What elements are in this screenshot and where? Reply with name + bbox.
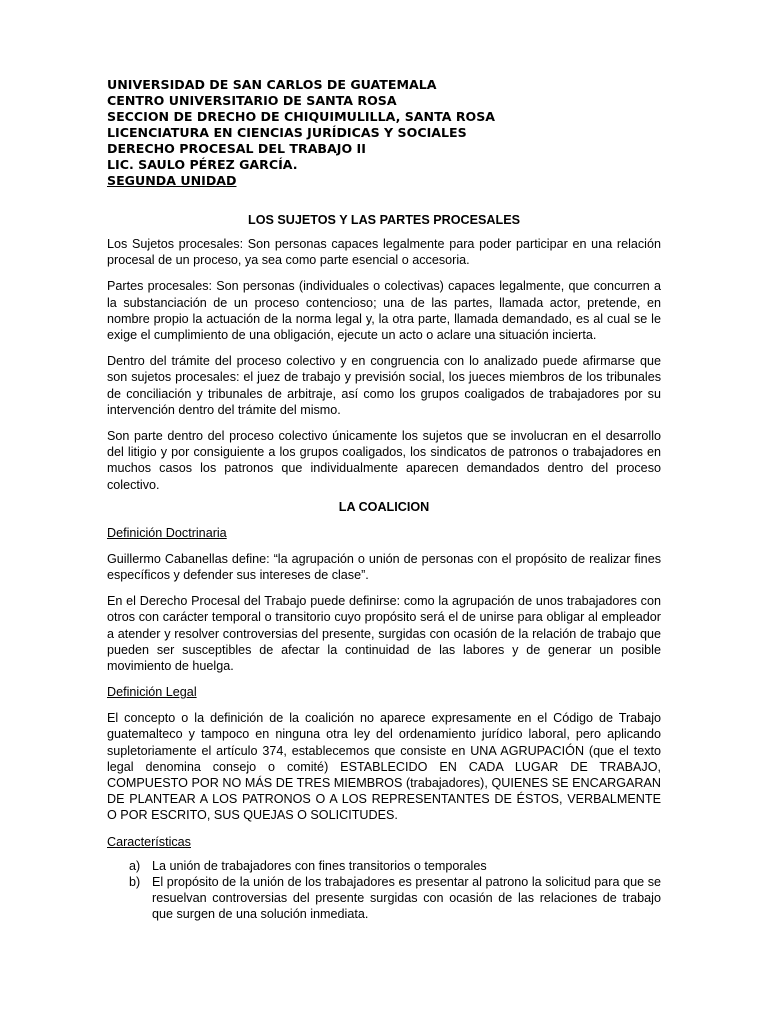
header-line-course: DERECHO PROCESAL DEL TRABAJO II bbox=[107, 141, 366, 156]
list-item bbox=[107, 858, 661, 874]
paragraph-derecho-procesal: En el Derecho Procesal del Trabajo puede definirse: como la agrupación de unos trabajadores con otros con carácter temporal o transitorio cuyo propósito será el de unirse para obligar al empleador a atender y resolver controversias del presente, surgidas con ocasión de la relación de trabajo que pueden ser susceptibles de afectar la continuidad de las labores y de generar un posible movimiento de huelga. bbox=[107, 594, 661, 674]
paragraph-tramite: Dentro del trámite del proceso colectivo y en congruencia con lo analizado puede afirmarse que son sujetos procesales: el juez de trabajo y previsión social, los jueces miembros de los tribunales de conciliación y tribunales de arbitraje, así como los grupos coaligados de trabajadores por su intervención dentro del trámite del mismo. bbox=[107, 354, 661, 417]
list-item-text: La unión de trabajadores con fines transitorios o temporales bbox=[152, 858, 487, 873]
header-unit: SEGUNDA UNIDAD bbox=[107, 173, 237, 188]
paragraph-definicion-legal: El concepto o la definición de la coalición no aparece expresamente en el Código de Trabajo guatemalteco y tampoco en ninguna otra ley del ordenamiento jurídico laboral, pero aplicando supletoriamente el artículo 374, establecemos que consiste en UNA AGRUPACIÓN (que el texto legal denomina consejo o comité) ESTABLECIDO EN CADA LUGAR DE TRABAJO, COMPUESTO POR NO MÁS DE TRES MIEMBROS (trabajadores), QUIENES SE ENCARGARAN DE PLANTEAR A LOS PATRONOS O A LOS REPRESENTANTES DE ÉSTOS, VERBALMENTE O POR ESCRITO, SUS QUEJAS O SOLICITUDES. bbox=[107, 711, 661, 823]
list-marker: a) bbox=[129, 858, 141, 873]
header-line-section: SECCION DE DRECHO DE CHIQUIMULILLA, SANTA ROSA bbox=[107, 109, 496, 124]
subheading-doctrinaria: Definición Doctrinaria bbox=[107, 525, 227, 540]
list-marker: b) bbox=[129, 874, 141, 889]
paragraph-sujetos: Los Sujetos procesales: Son personas capaces legalmente para poder participar en una relación procesal de un proceso, ya sea como parte esencial o accesoria. bbox=[107, 237, 661, 268]
subheading-caracteristicas: Características bbox=[107, 834, 191, 849]
header-line-center: CENTRO UNIVERSITARIO DE SANTA ROSA bbox=[107, 93, 397, 108]
section-title-coalicion: LA COALICION bbox=[338, 499, 430, 514]
header-line-university: UNIVERSIDAD DE SAN CARLOS DE GUATEMALA bbox=[107, 77, 437, 92]
document-header bbox=[107, 77, 661, 189]
header-line-professor: LIC. SAULO PÉREZ GARCÍA. bbox=[107, 157, 298, 172]
list-item-text: El propósito de la unión de los trabajadores es presentar al patrono la solicitud para que se resuelvan controversias del presente surgidas con ocasión de las relaciones de trabajo que surgen de una solución inmediata. bbox=[152, 874, 661, 922]
subheading-legal: Definición Legal bbox=[107, 685, 197, 700]
paragraph-partes: Partes procesales: Son personas (individuales o colectivas) capaces legalmente, que concurren a la substanciación de un proceso contencioso; una de las partes, llamada actor, pretende, en nombre propio la actuación de la norma legal y, la otra parte, llamada demandado, es al cual se le exige el cumplimiento de una obligación, ejecute un acto o aclare una situación incierta. bbox=[107, 279, 661, 343]
paragraph-cabanellas: Guillermo Cabanellas define: “la agrupación o unión de personas con el propósito de realizar fines específicos y defender sus intereses de clase”. bbox=[107, 551, 661, 583]
header-line-degree: LICENCIATURA EN CIENCIAS JURÍDICAS Y SOCIALES bbox=[107, 125, 467, 140]
document-title: LOS SUJETOS Y LAS PARTES PROCESALES bbox=[248, 213, 520, 227]
caracteristicas-list bbox=[107, 858, 661, 923]
list-item bbox=[107, 874, 661, 923]
paragraph-parte-colectivo: Son parte dentro del proceso colectivo únicamente los sujetos que se involucran en el desarrollo del litigio y por consiguiente a los grupos coaligados, los sindicatos de patronos o trabajadores en muchos casos los patronos que individualmente aparecen demandados dentro del proceso colectivo. bbox=[107, 429, 661, 492]
